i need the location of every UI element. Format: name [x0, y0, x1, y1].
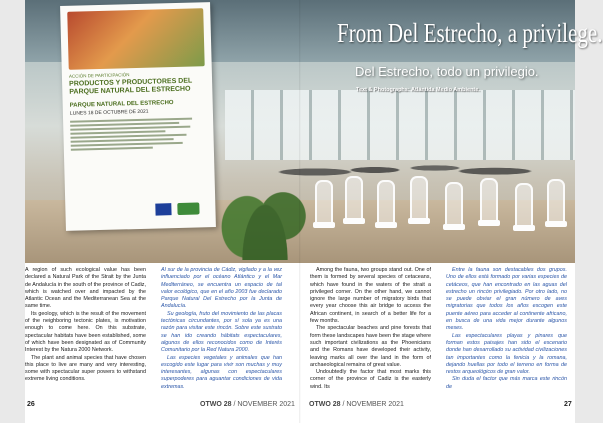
eu-flag-logo [155, 203, 171, 215]
chair [315, 180, 333, 224]
paragraph: Sin duda el factor que más marca este rincón de [446, 376, 567, 390]
footer-left: OTWO 28 / NOVEMBER 2021 [200, 401, 295, 408]
paragraph: Entre la fauna son destacables dos grupos. Uno de ellos está formado por varias especies de cetáceos, que han encontrado en las aguas del estrecho un rincón privilegiado. Por otro lado, no se puede obviar el gran número de aves migratorias que todos los años escogen este puente aéreo para acceder al continente africano, en busca de una vida mejor durante algunos meses. [446, 267, 567, 332]
palm-plant [220, 150, 310, 260]
chair [345, 176, 363, 220]
chair [480, 178, 498, 222]
paragraph: Undoubtedly the factor that most marks this corner of the province of Cadiz is the easterly wind. Its [310, 369, 431, 390]
poster-product-photo [67, 8, 204, 70]
magazine-spread [25, 0, 603, 423]
page-number-left: 26 [27, 401, 35, 408]
paragraph: Among the fauna, two groups stand out. One of them is formed by several species of cetaceans, which have found in the waters of the strait a privileged corner. On the other hand, we cannot ignore the large number of migratory birds that every year choose this air bridge to access the African continent, in search of a better life for a few months. [310, 267, 431, 325]
chair [515, 183, 533, 227]
issue-date: NOVEMBER 2021 [346, 401, 404, 408]
column-spanish-left [161, 267, 282, 391]
paragraph: Las especies vegetales y animales que han escogido este lugar para vivir son muchas y muy interesantes, algunas con espectaculares superpoderes para aguantar condiciones de vida extremas. [161, 354, 282, 390]
paragraph: Las espectaculares playas y pinares que forman estos paisajes han sido el escenario donde han desarrollado su actividad civilizaciones tan importantes como la fenicia y la romana, dejando huellas por todo el terreno en forma de restos arqueológicos de gran valor. [446, 332, 567, 376]
issue-date: NOVEMBER 2021 [237, 401, 295, 408]
article-credits: Text & Photographs: Atlántida Medio Ambiente. [356, 87, 480, 93]
page-gutter [299, 0, 301, 423]
article-headline: From Del Estrecho, a privilege. [337, 18, 603, 48]
paragraph: The spectacular beaches and pine forests that form these landscapes have been the stage where such important civilizations as the Phoenicians and the Romans have developed their activity, leaving marks all over the land in the form of archaeological remains of great value. [310, 325, 431, 368]
footer-right: OTWO 28 / NOVEMBER 2021 [309, 401, 404, 408]
junta-andalucia-logo [177, 202, 199, 215]
column-spanish-right [446, 267, 567, 391]
paragraph: A region of such ecological value has been declared a Natural Park of the Strait by the Junta de Andalucía in the south of the province of Cadiz, which is watched over and impacted by the Atlantic Ocean and the Mediterranean Sea at the same time. [25, 267, 146, 310]
poster-date: LUNES 18 DE OCTUBRE DE 2021 [69, 108, 149, 117]
paragraph: Su geología, fruto del movimiento de las placas tectónicas circundantes, por sí sola ya es una razón para visitar este rincón. Sobre este sustrato se han ido creando hábitats espectaculares, algunos de ellos reconocidos como de Interés Comunitario por la Red Natura 2000. [161, 310, 282, 354]
chair [410, 176, 428, 220]
page-number-right: 27 [564, 401, 572, 408]
column-english-right [310, 267, 431, 391]
chair [377, 180, 395, 224]
paragraph: Al sur de la provincia de Cádiz, vigilado y a la vez influenciado por el océano Atlántico y el Mar Mediterráneo, se encuentra un espacio de tal valor ecológico, que en el año 2003 fue declarado Parque Natural Del Estrecho por la Junta de Andalucía. [161, 267, 282, 310]
chair [445, 182, 463, 226]
paragraph: Its geology, which is the result of the movement of the neighboring tectonic plates, is motivation enough to come here. On this substrate, spectacular habitats have been established, some of which have been designated as of Community Interest by the Natura 2000 Network. [25, 310, 146, 354]
poster-body-lines [70, 117, 207, 151]
poster-logos [155, 202, 205, 217]
chair [547, 179, 565, 223]
paragraph: The plant and animal species that have chosen this place to live are many and very interesting, some with spectacular super powers to withstand extreme living conditions. [25, 354, 146, 383]
poster-subtitle: PARQUE NATURAL DEL ESTRECHO [69, 100, 174, 109]
poster-title: PRODUCTOS Y PRODUCTORES DEL PARQUE NATURAL DEL ESTRECHO [69, 77, 193, 96]
article-subheadline: Del Estrecho, todo un privilegio. [355, 64, 539, 79]
magazine-name: OTWO 28 [309, 401, 341, 408]
column-english-left [25, 267, 146, 384]
event-poster [60, 2, 216, 231]
magazine-name: OTWO 28 [200, 401, 232, 408]
poster-kicker: ACCIÓN DE PARTICIPACIÓN [68, 72, 130, 79]
